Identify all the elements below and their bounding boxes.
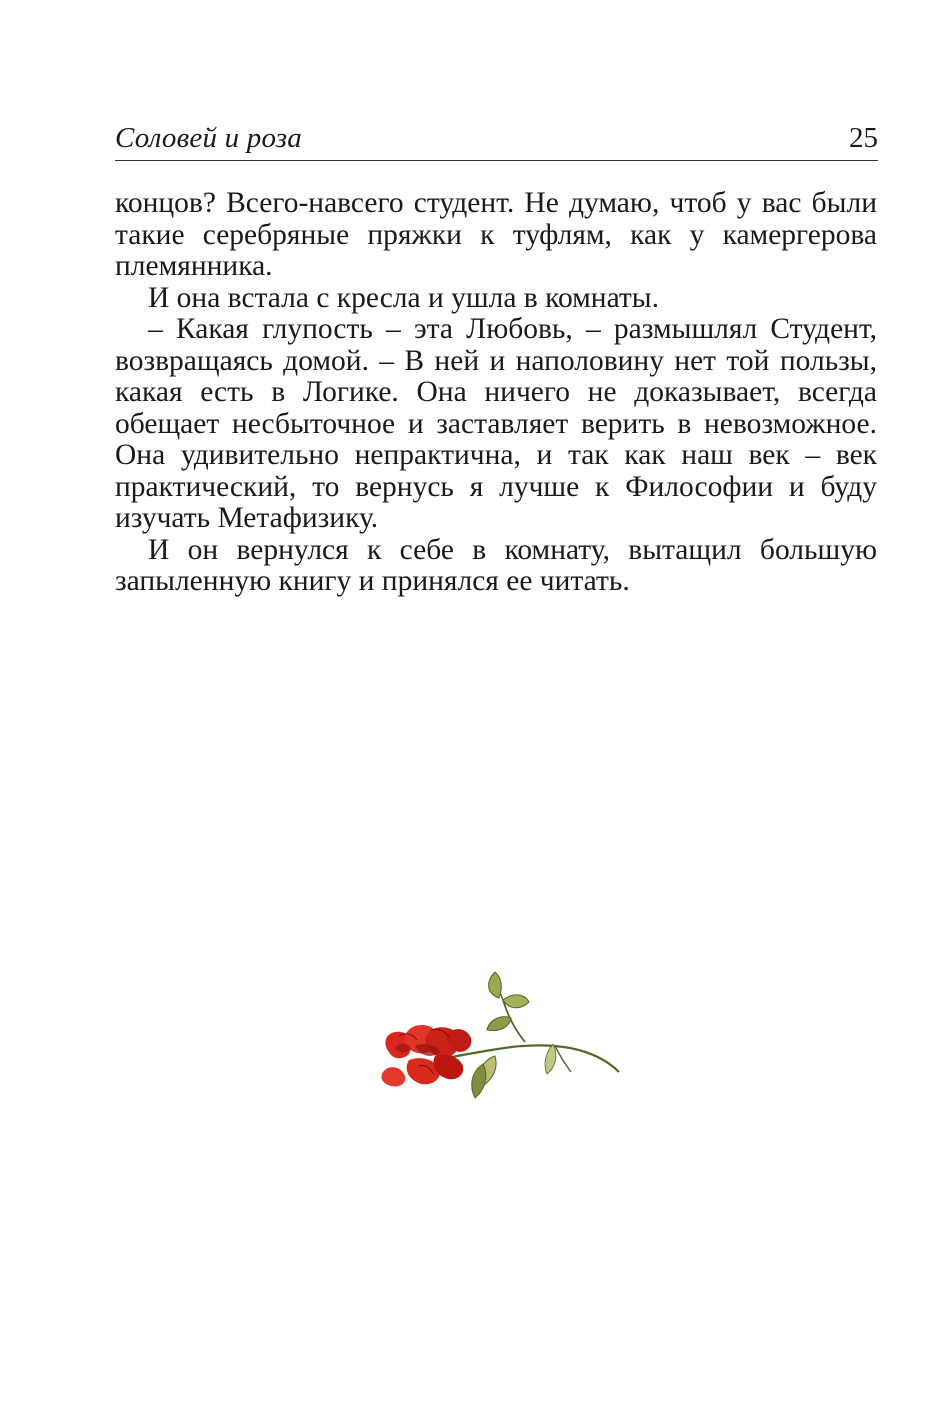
rose-leaf: [489, 972, 502, 998]
rose-petal: [381, 1067, 405, 1086]
rose-stem-lower: [555, 1046, 571, 1072]
body-text: [115, 188, 877, 598]
running-header: [115, 118, 878, 161]
paragraph: – Какая глупость – эта Любовь, – размышлял Студент, возвращаясь домой. – В ней и наполовину нет той пользы, какая есть в Логике. Она ничего не доказывает, всегда обещает несбыточное и заставляет верить в невозможное. Она удивительно непрактична, и так как наш век – век практический, то вернусь я лучше к Философии и буду изучать Метафизику.: [115, 313, 877, 534]
rose-leaf: [487, 1017, 511, 1031]
paragraph: И он вернулся к себе в комнату, вытащил большую запыленную книгу и принялся ее читать.: [115, 533, 877, 597]
page-number: 25: [849, 122, 878, 154]
paragraph: концов? Всего-навсего студент. Не думаю, чтоб у вас были такие серебряные пряжки к туфлям, как у камергерова племянника.: [115, 187, 877, 282]
rose-illustration: [375, 960, 625, 1110]
paragraph: И она встала с кресла и ушла в комнаты.: [148, 281, 660, 314]
running-title: Соловей и роза: [115, 122, 303, 154]
rose-stem: [445, 1045, 619, 1072]
rose-leaf: [545, 1044, 556, 1074]
rose-leaf: [503, 995, 529, 1008]
rose-leaf: [472, 1064, 486, 1098]
